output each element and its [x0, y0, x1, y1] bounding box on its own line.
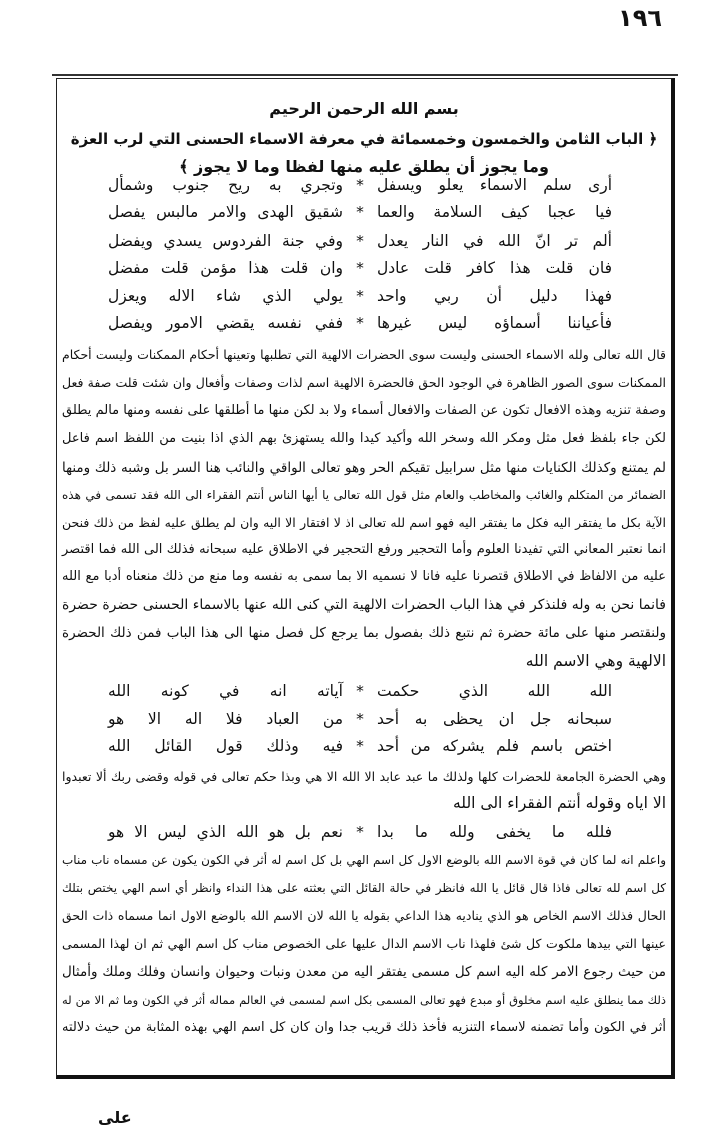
- verse-line: [100, 199, 620, 225]
- prose-line: الالهية وهي الاسم الله: [525, 652, 666, 670]
- catchword: على: [98, 1108, 132, 1127]
- verse-first-hemistich: فأعياننا أسماؤه ليس غيرها: [377, 314, 612, 332]
- prose-line: وهي الحضرة الجامعة للحضرات كلها ولذلك ما عبد عابد الا الله الا هي وبذا حكم تعالى في قوله وقضى ربك ألا تعبدوا: [62, 769, 666, 784]
- prose-line: من حيث رجوع الامر كله اليه اسم كل مسمى يفتقر اليه من معدن ونبات وحيوان وانسان وفلك وملك وأمثال: [62, 964, 666, 980]
- prose-line: الضمائر من المتكلم والغائب والمخاطب والعام مثل قول الله تعالى يا أيها الناس أنتم الفقراء الى الله فقد تسمى في هذه: [62, 488, 666, 502]
- basmala: بسم الله الرحمن الرحيم: [269, 99, 459, 118]
- prose-line: وصفة تنزيه وهذه الافعال تكون عن الصفات والافعال أسماء ولا بد لكن منها ما أطلقها على نفسه ومنها مالم يطلق: [62, 403, 666, 418]
- prose-line: الممكنات سوى الصور الظاهرة في الوجود الحق فالحضرة الالهية اسم لذات وصفات وأفعال وان شئت قلت صفة فعل: [62, 375, 666, 390]
- verse-second-hemistich: آياته انه في كونه الله: [108, 682, 343, 700]
- verse-separator: *: [356, 737, 364, 755]
- verse-line: [100, 255, 620, 281]
- verse-first-hemistich: فهذا دليل أن ربي واحد: [377, 287, 612, 305]
- prose-line: واعلم انه لما كان في قوة الاسم الله بالوضع الاول كل اسم الهي بل كل اسم له أثر في الكون يكون عن مسماه ناب مناب: [62, 853, 666, 867]
- verse-second-hemistich: ففي نفسه يقضي الامور ويفصل: [108, 314, 343, 332]
- prose-line: الا اياه وقوله أنتم الفقراء الى الله: [453, 794, 666, 812]
- page-number: ١٩٦: [618, 4, 662, 32]
- verse-separator: *: [356, 176, 364, 194]
- verse-line: [100, 172, 620, 198]
- prose-line: عينها التي بيدها ملكوت كل شئ فلهذا ناب الاسم الدال عليها على الخصوص مناب كل اسم الهي ثم ان لهذا المسمى: [62, 936, 666, 951]
- prose-line: الآية بكل ما يفتقر اليه فكل ما يفتقر اليه فهو اسم لله تعالى اذ لا افتقار الا اليه وان لم يطلق عليه لفظ من ذلك فنحن: [62, 515, 666, 530]
- verse-separator: *: [356, 710, 364, 728]
- chapter-title-line: وما يجوز أن يطلق عليه منها لفظا وما لا يجوز ﴾: [179, 157, 549, 176]
- verse-line: [100, 706, 620, 732]
- verse-first-hemistich: اختص باسم فلم يشركه من أحد: [377, 737, 612, 755]
- verse-line: [100, 283, 620, 309]
- verse-separator: *: [356, 287, 364, 305]
- verse-separator: *: [356, 259, 364, 277]
- verse-line: [100, 678, 620, 704]
- prose-line: ذلك مما ينطلق عليه اسم مخلوق أو مبدع فهو تعالى المسمى بكل اسم لمسمى في العالم مماله أثر في الكون وما ثم الا من له: [62, 993, 666, 1007]
- verse-separator: *: [356, 314, 364, 332]
- prose-line: ولنقتصر منها على مائة حضرة ثم نتبع ذلك بفصول بما يرجع كل فصل منها الى هذا الباب فمن ذلك الحضرة: [62, 625, 666, 641]
- prose-line: قال الله تعالى ولله الاسماء الحسنى وليست سوى الحضرات الالهية التي تطلبها وتعينها أحكام الممكنات وليست أحكام: [62, 347, 666, 362]
- prose-line: انما نعتبر المعاني التي تفيدنا العلوم وأما التحجير ورفع التحجير في الاطلاق عليه سبحانه فذلك الى الله فما اقتصر: [62, 542, 666, 557]
- prose-line: كل اسم لله تعالى فاذا قال قائل يا الله فانظر في حالة القائل التي بعثته على هذا النداء وانظر أي اسم الهي يختص بتلك: [62, 881, 666, 895]
- verse-first-hemistich: الله الله الذي حكمت: [377, 682, 612, 700]
- verse-second-hemistich: وفي جنة الفردوس يسدي ويفضل: [108, 232, 343, 250]
- verse-separator: *: [356, 682, 364, 700]
- verse-second-hemistich: يولي الذي شاء الاله ويعزل: [108, 287, 343, 305]
- verse-separator: *: [356, 232, 364, 250]
- verse-second-hemistich: وتجري به ريح جنوب وشمأل: [108, 176, 343, 194]
- prose-line: لم يمتنع وكذلك الكنايات منها مثل سرابيل تقيكم الحر وهو تعالى الواقي والنائب هنا السر بل وشبه ذلك ومنها: [62, 460, 666, 476]
- verse-line: [100, 228, 620, 254]
- verse-separator: *: [356, 823, 364, 841]
- verse-second-hemistich: نعم بل هو الله الذي ليس الا هو: [108, 823, 343, 841]
- verse-second-hemistich: من العباد فلا اله الا هو: [108, 710, 343, 728]
- verse-separator: *: [356, 203, 364, 221]
- prose-line: لكن جاء بلفظ فعل مثل ومكر الله وسخر الله وأكيد كيدا والله يستهزئ بهم الذي اذا بنيت من اللفظ اسم فاعل: [62, 431, 666, 446]
- verse-first-hemistich: فيا عجبا كيف السلامة والعما: [377, 203, 612, 221]
- verse-first-hemistich: أرى سلم الاسماء يعلو ويسفل: [377, 176, 612, 194]
- prose-line: أثر في الكون وأما تضمنه لاسماء التنزيه فأخذ ذلك قريب جدا وان كان كل اسم الهي بهذه المثابة من حيث دلالته: [62, 1020, 666, 1035]
- prose-line: الحال فذلك الاسم الخاص هو الذي يناديه هذا الداعي بقوله يا الله لان الاسم الله بالوضع الاول انما مسماه ذات الحق: [62, 908, 666, 923]
- verse-line: [100, 310, 620, 336]
- verse-first-hemistich: ألم تر انّ الله في النار يعدل: [377, 232, 612, 250]
- verse-second-hemistich: وان قلت هذا مؤمن قلت مفضل: [108, 259, 343, 277]
- verse-second-hemistich: شقيق الهدى والامر مالبس يفصل: [108, 203, 343, 221]
- prose-line: فانما نحن به وله فلنذكر في هذا الباب الحضرات الالهية التي كنى الله عنها بالاسماء الحسنى حضرة حضرة: [62, 597, 666, 613]
- verse-first-hemistich: فلله ما يخفى ولله ما بدا: [377, 823, 612, 841]
- prose-line: عليه من الالفاظ في الاطلاق قتصرنا عليه فانا لا نسميه الا بما سمى به نفسه وما منع من ذلك منعناه أدبا مع الله: [62, 569, 666, 584]
- chapter-title-line: ﴿ الباب الثامن والخمسون وخمسمائة في معرفة الاسماء الحسنى التي لرب العزة: [70, 130, 658, 148]
- verse-first-hemistich: فان قلت هذا كافر قلت عادل: [377, 259, 612, 277]
- verse-second-hemistich: فيه وذلك قول القائل الله: [108, 737, 343, 755]
- verse-first-hemistich: سبحانه جل ان يحظى به أحد: [377, 710, 612, 728]
- verse-line: [100, 733, 620, 759]
- verse-line: [100, 819, 620, 845]
